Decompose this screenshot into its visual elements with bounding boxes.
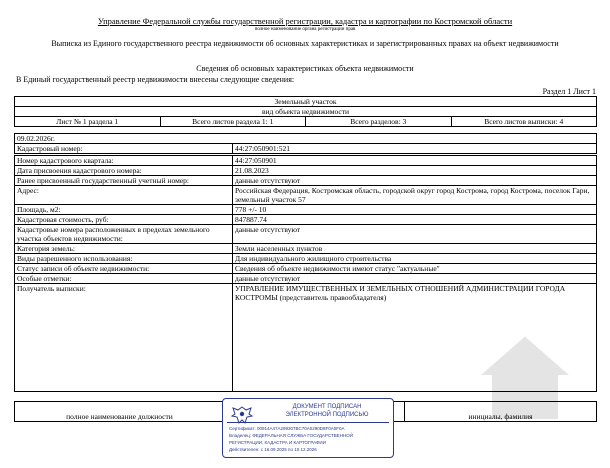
stamp-owner-2: РЕГИСТРАЦИИ, КАДАСТРА И КАРТОГРАФИИ [229,440,326,445]
cadastral-number-label: Кадастровый номер: [15,144,233,154]
organization-caption: полное наименование органа регистрации прав [254,27,356,32]
electronic-signature-stamp [222,398,394,458]
name-caption: инициалы, фамилия [405,402,597,422]
row-label: Особые отметки: [15,274,233,284]
total-sheets-section: Всего листов раздела 1: 1 [160,117,306,127]
table-row [15,264,597,274]
page-label: Раздел 1 Лист 1 [542,87,596,96]
date-cadastral-table [14,133,597,154]
table-row [15,254,597,264]
row-label: Номер кадастрового квартала: [15,156,233,166]
object-type-table [14,96,597,127]
row-label: Адрес: [15,186,233,205]
row-value: УПРАВЛЕНИЕ ИМУЩЕСТВЕННЫХ И ЗЕМЕЛЬНЫХ ОТНОШЕНИЙ АДМИНИСТРАЦИИ ГОРОДА КОСТРОМЫ (представитель правообладателя) [233,284,597,392]
object-type: Земельный участок [15,97,597,107]
row-value: Земли населенных пунктов [233,244,597,254]
section-title: Сведения об основных характеристиках объекта недвижимости [196,64,414,73]
stamp-line2: ЭЛЕКТРОННОЙ ПОДПИСЬЮ [285,412,369,418]
row-label: Кадастровая стоимость, руб: [15,215,233,225]
row-label: Получатель выписки: [15,284,233,392]
object-type-caption: вид объекта недвижимости [15,107,597,117]
table-row [15,186,597,205]
row-label: Статус записи об объекте недвижимости: [15,264,233,274]
total-sheets-extract: Всего листов выписки: 4 [451,117,597,127]
table-row [15,176,597,186]
row-value: данные отсутствуют [233,274,597,284]
stamp-certificate: Сертификат: 00914A47A299307BC70A0290D8F0A0F0A [229,426,345,431]
row-value: 847887.74 [233,215,597,225]
stamp-owner: Владелец: ФЕДЕРАЛЬНАЯ СЛУЖБА ГОСУДАРСТВЕННОЙ [229,433,353,438]
entered-text: В Единый государственный реестр недвижимости внесены следующие сведения: [16,75,295,84]
row-label: Виды разрешенного использования: [15,254,233,264]
organization-name: Управление Федеральной службы государственной регистрации, кадастра и картографии по Костромской области [97,16,513,26]
table-row [15,215,597,225]
stamp-divider [227,422,389,423]
table-row [15,225,597,244]
total-sections: Всего разделов: 3 [306,117,452,127]
table-row [15,166,597,176]
extract-title: Выписка из Единого государственного реестра недвижимости об основных характеристиках и зарегистрированных правах на объект недвижимости [51,39,559,48]
extract-date: 09.02.2026г. [15,134,597,144]
row-value: Для индивидуального жилищного строительства [233,254,597,264]
row-value: 778 +/- 10 [233,205,597,215]
row-value: данные отсутствуют [233,176,597,186]
stamp-validity: Действителен: с 16.09.2025 по 10.12.2026 [229,447,317,452]
table-row [15,274,597,284]
sheet-number: Лист № 1 раздела 1 [15,117,161,127]
row-value: 21.08.2023 [233,166,597,176]
row-label: Площадь, м2: [15,205,233,215]
table-row [15,156,597,166]
table-row [15,205,597,215]
row-label: Категория земель: [15,244,233,254]
row-label: Кадастровые номера расположенных в пределах земельного участка объектов недвижимости: [15,225,233,244]
row-value: данные отсутствуют [233,225,597,244]
table-row [15,244,597,254]
stamp-line1: ДОКУМЕНТ ПОДПИСАН [292,404,362,410]
cadastral-number-value: 44:27:050901:521 [233,144,597,154]
row-label: Дата присвоения кадастрового номера: [15,166,233,176]
row-label: Ранее присвоенный государственный учетный номер: [15,176,233,186]
row-value: Российская Федерация, Костромская область, городской округ город Кострома, город Кострома, поселок Гари, земельный участок 57 [233,186,597,205]
position-caption: полное наименование должности [15,402,225,422]
row-value: Сведения об объекте недвижимости имеют статус "актуальные" [233,264,597,274]
row-value: 44:27:050901 [233,156,597,166]
